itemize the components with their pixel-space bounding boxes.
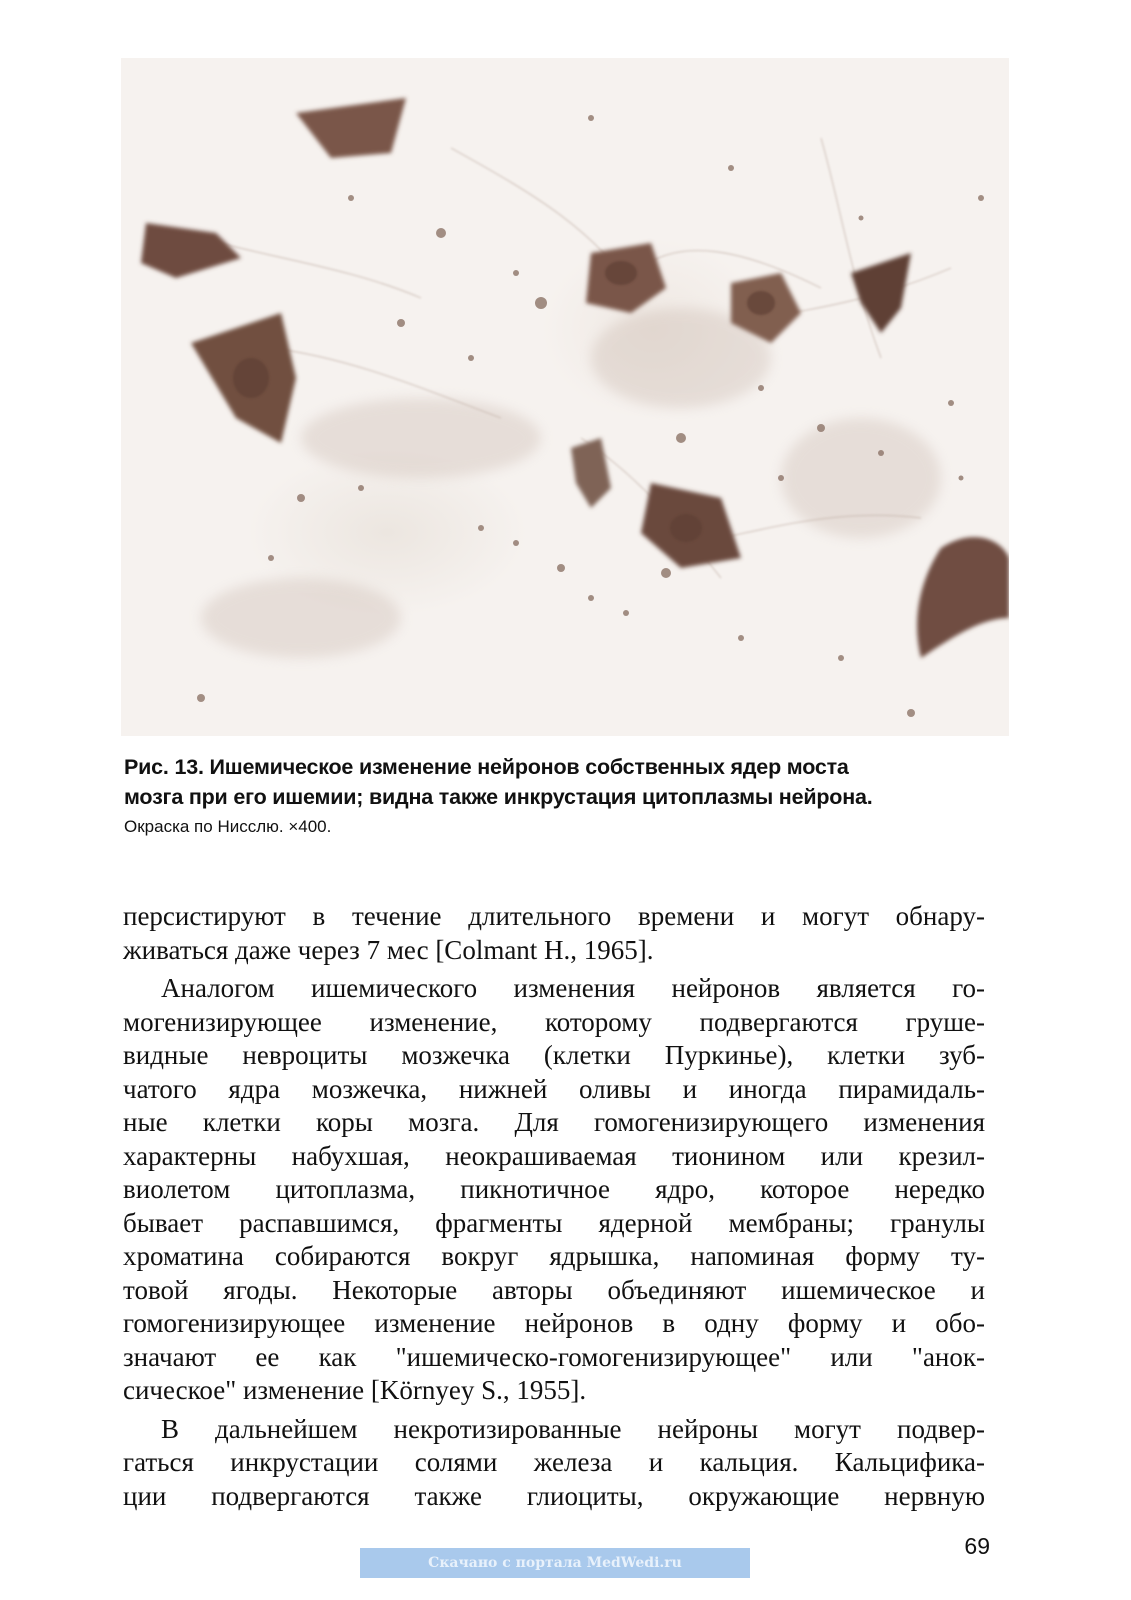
page-number: 69 — [964, 1533, 990, 1559]
watermark-banner: Скачано с портала MedWedi.ru — [360, 1548, 750, 1578]
micrograph-image — [121, 58, 1009, 736]
neuron-cell — [296, 98, 406, 158]
text-line: ции подвергаются также глиоциты, окружающие нервную — [123, 1480, 985, 1511]
text-line: товой ягоды. Некоторые авторы объединяют ишемическое и — [123, 1274, 985, 1305]
text-line: живаться даже через 7 мес [Colmant H., 1965]. — [123, 934, 654, 965]
text-line: виолетом цитоплазма, пикнотичное ядро, которое нередко — [123, 1174, 985, 1204]
text-line: гаться инкрустации солями железа и кальция. Кальцифика- — [123, 1447, 985, 1477]
text-line: В дальнейшем некротизированные нейроны могут подвер- — [161, 1413, 985, 1444]
text-line: могенизирующее изменение, которому подвергаются груше- — [123, 1006, 985, 1037]
caption-line1-text: Ишемическое изменение нейронов собственных ядер моста — [203, 755, 849, 779]
neuron-cell — [917, 537, 1009, 658]
text-line: характерны набухшая, неокрашиваемая тионином или крезил- — [123, 1140, 985, 1171]
text-line: хроматина собираются вокруг ядрышка, напоминая форму ту- — [123, 1241, 985, 1271]
paragraph-1 — [123, 900, 985, 967]
micrograph-figure — [121, 58, 1009, 736]
text-line: бывает распавшимся, фрагменты ядерной мембраны; гранулы — [123, 1207, 985, 1238]
text-line: гомогенизирующее изменение нейронов в одну форму и обо- — [123, 1308, 985, 1338]
text-line: Аналогом ишемического изменения нейронов является го- — [161, 973, 985, 1003]
paragraph-2 — [123, 972, 985, 1408]
neuron-cell — [571, 438, 611, 508]
caption-label: Рис. 13. — [124, 755, 204, 779]
text-line: ные клетки коры мозга. Для гомогенизирующего изменения — [123, 1107, 985, 1137]
caption-staining-note: Окраска по Нисслю. ×400. — [124, 817, 332, 836]
neuron-cell — [851, 253, 911, 333]
figure-caption — [124, 752, 1004, 842]
neuron-cell — [141, 223, 241, 278]
text-line: значают ее как "ишемическо-гомогенизирующее" или "анок- — [123, 1341, 985, 1372]
caption-line-1 — [124, 752, 1004, 782]
caption-line-2: мозга при его ишемии; видна также инкрустация цитоплазмы нейрона. — [124, 785, 873, 809]
paragraph-3 — [123, 1413, 985, 1514]
text-line: сическое" изменение [Környey S., 1955]. — [123, 1375, 587, 1405]
text-line: видные невроциты мозжечка (клетки Пуркинье), клетки зуб- — [123, 1040, 985, 1070]
text-line: персистируют в течение длительного времени и могут обнару- — [123, 901, 985, 931]
body-text — [123, 900, 985, 1518]
text-line: чатого ядра мозжечка, нижней оливы и иногда пирамидаль- — [123, 1073, 985, 1104]
